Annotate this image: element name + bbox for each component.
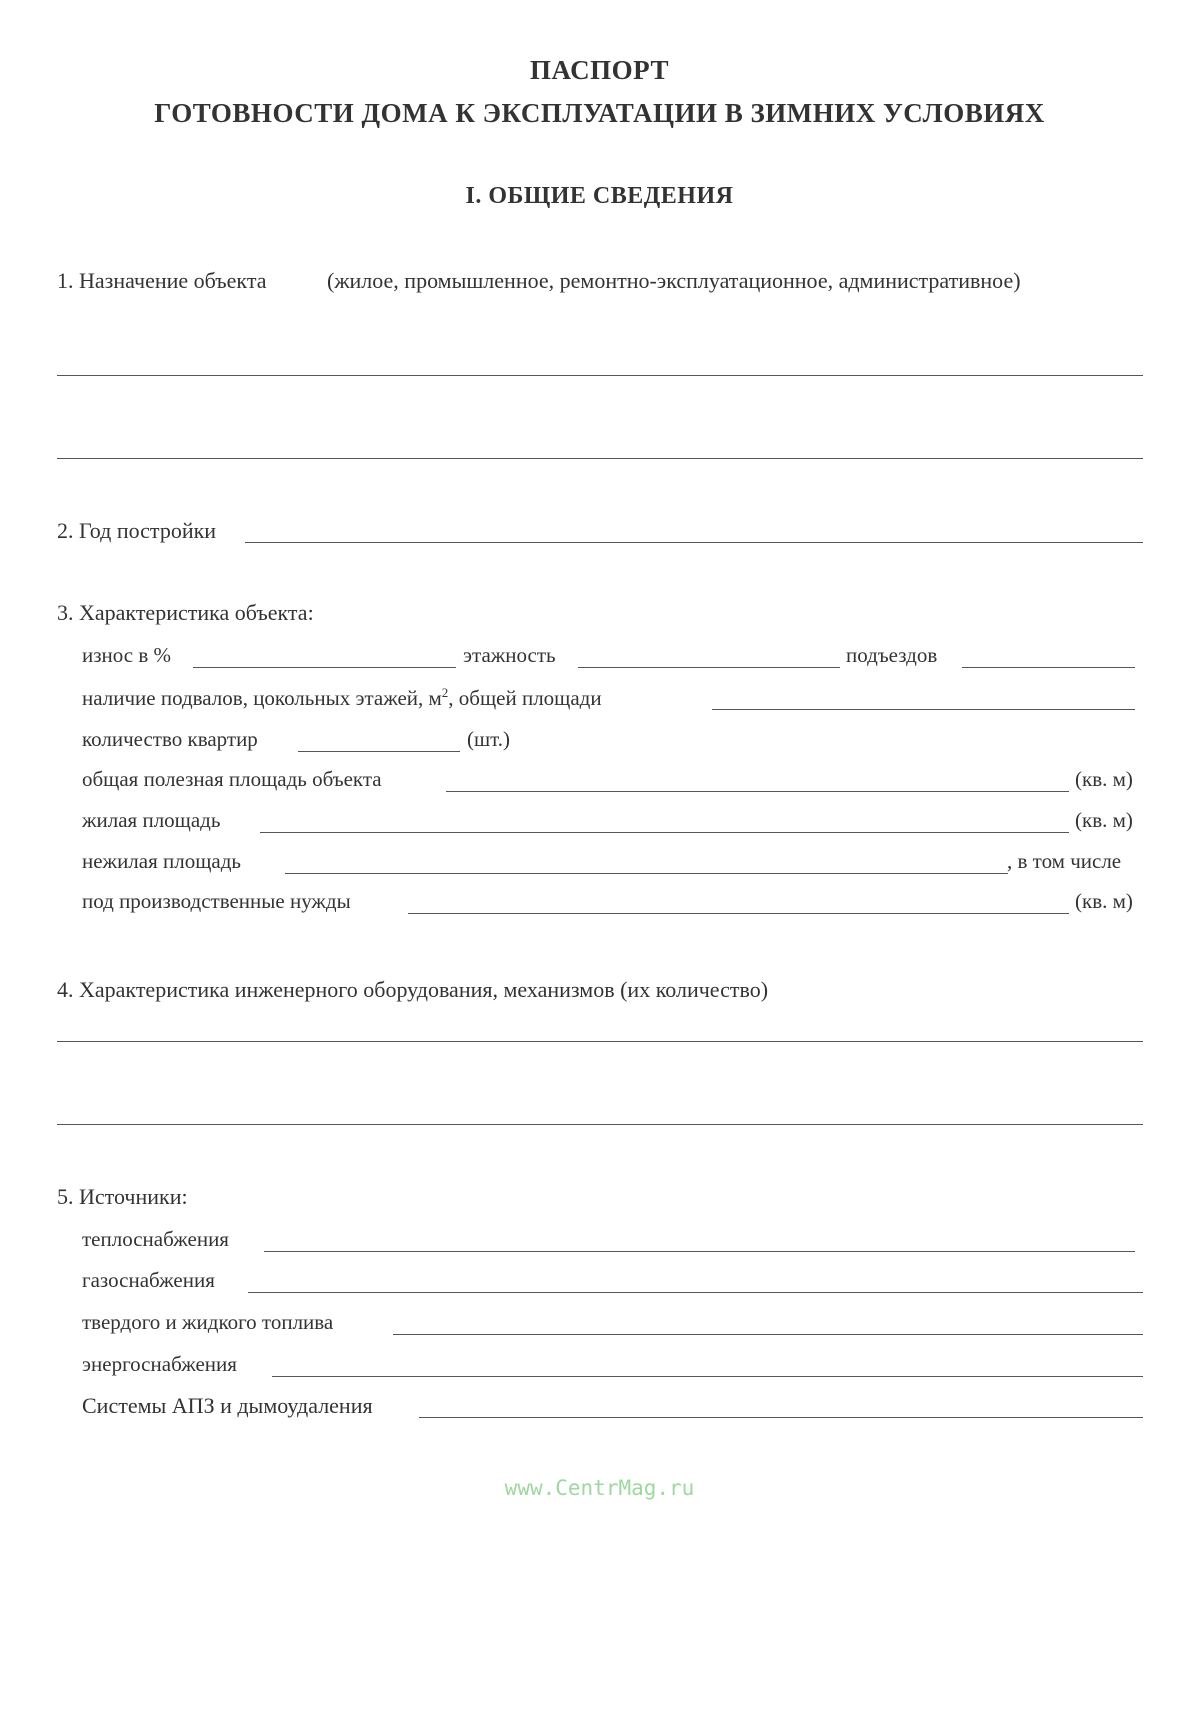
systems-line[interactable] bbox=[419, 1417, 1143, 1418]
basements-tail: , общей площади bbox=[448, 686, 602, 710]
entrances-line[interactable] bbox=[962, 667, 1135, 668]
section3-label: 3. Характеристика объекта: bbox=[57, 600, 314, 625]
section1-label: 1. Назначение объекта bbox=[57, 268, 267, 293]
section1-blank-line-2[interactable] bbox=[57, 458, 1143, 459]
industrial-label: под производственные нужды bbox=[82, 889, 351, 913]
watermark: www.CentrMag.ru bbox=[504, 1476, 695, 1500]
section4-blank-line-1[interactable] bbox=[57, 1041, 1143, 1042]
industrial-unit: (кв. м) bbox=[1075, 889, 1133, 913]
section1-options: (жилое, промышленное, ремонтно-эксплуатационное, административное) bbox=[327, 268, 1021, 293]
section2-label: 2. Год постройки bbox=[57, 518, 217, 543]
floors-label: этажность bbox=[463, 643, 556, 667]
floors-line[interactable] bbox=[578, 667, 840, 668]
industrial-line[interactable] bbox=[408, 913, 1069, 914]
nonliving-area-label: нежилая площадь bbox=[82, 849, 241, 873]
gas-supply-label: газоснабжения bbox=[82, 1268, 215, 1292]
living-area-line[interactable] bbox=[260, 832, 1069, 833]
fuel-label: твердого и жидкого топлива bbox=[82, 1310, 334, 1334]
apartments-unit: (шт.) bbox=[467, 727, 511, 751]
section5-label: 5. Источники: bbox=[57, 1184, 188, 1209]
energy-supply-line[interactable] bbox=[272, 1376, 1143, 1377]
fuel-line[interactable] bbox=[393, 1334, 1143, 1335]
nonliving-area-tail: , в том числе bbox=[1007, 849, 1122, 873]
basements-text: наличие подвалов, цокольных этажей, м bbox=[82, 686, 442, 710]
living-area-unit: (кв. м) bbox=[1075, 808, 1133, 832]
systems-label: Системы АПЗ и дымоудаления bbox=[82, 1393, 373, 1418]
total-area-unit: (кв. м) bbox=[1075, 767, 1133, 791]
gas-supply-line[interactable] bbox=[248, 1292, 1143, 1293]
apartments-line[interactable] bbox=[298, 751, 460, 752]
basements-sup: 2 bbox=[441, 685, 449, 700]
total-area-label: общая полезная площадь объекта bbox=[82, 767, 382, 791]
document-title: ПАСПОРТ bbox=[530, 55, 669, 85]
section4-label: 4. Характеристика инженерного оборудования, механизмов (их количество) bbox=[57, 977, 769, 1002]
document-subtitle: ГОТОВНОСТИ ДОМА К ЭКСПЛУАТАЦИИ В ЗИМНИХ УСЛОВИЯХ bbox=[154, 98, 1045, 128]
section4-blank-line-2[interactable] bbox=[57, 1124, 1143, 1125]
heat-supply-label: теплоснабжения bbox=[82, 1227, 229, 1251]
nonliving-area-line[interactable] bbox=[285, 873, 1008, 874]
living-area-label: жилая площадь bbox=[82, 808, 221, 832]
entrances-label: подъездов bbox=[846, 643, 938, 667]
section-title: I. ОБЩИЕ СВЕДЕНИЯ bbox=[465, 183, 734, 209]
section1-blank-line-1[interactable] bbox=[57, 375, 1143, 376]
wear-line[interactable] bbox=[193, 667, 456, 668]
energy-supply-label: энергоснабжения bbox=[82, 1352, 237, 1376]
heat-supply-line[interactable] bbox=[264, 1251, 1135, 1252]
apartments-label: количество квартир bbox=[82, 727, 258, 751]
total-area-line[interactable] bbox=[446, 791, 1069, 792]
wear-label: износ в % bbox=[82, 643, 172, 667]
construction-year-line[interactable] bbox=[245, 542, 1143, 543]
basements-label bbox=[82, 685, 602, 711]
basements-line[interactable] bbox=[712, 709, 1135, 710]
